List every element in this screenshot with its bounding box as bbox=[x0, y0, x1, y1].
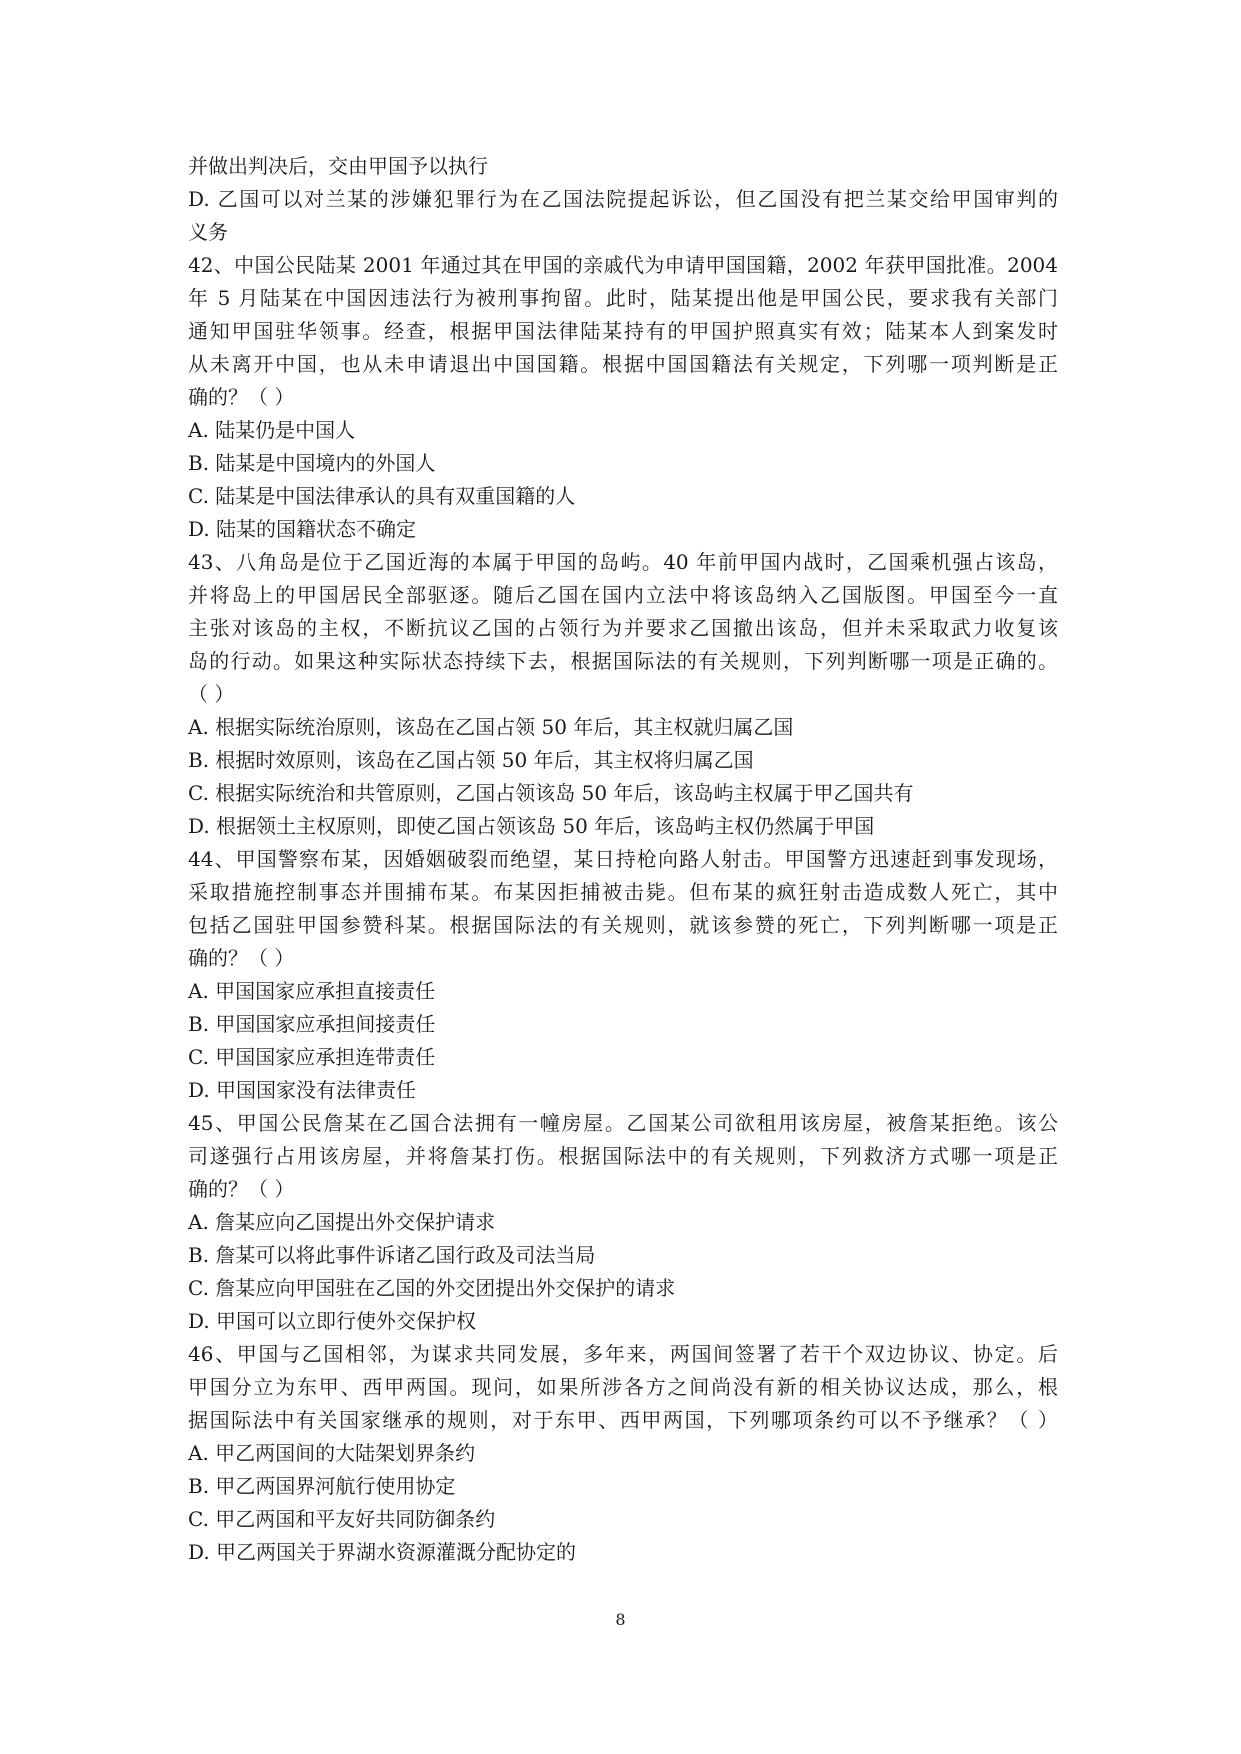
text-line: 义务 bbox=[188, 220, 228, 244]
option-line: B. 根据时效原则，该岛在乙国占领 50 年后，其主权将归属乙国 bbox=[188, 748, 754, 772]
text-line: 年 5 月陆某在中国因违法行为被刑事拘留。此时，陆某提出他是甲国公民，要求我有关部门 bbox=[188, 286, 1058, 310]
option-line: C. 甲乙两国和平友好共同防御条约 bbox=[188, 1507, 496, 1531]
option-line: A. 甲国国家应承担直接责任 bbox=[188, 979, 436, 1003]
text-line: 45、甲国公民詹某在乙国合法拥有一幢房屋。乙国某公司欲租用该房屋，被詹某拒绝。该公 bbox=[188, 1111, 1058, 1135]
option-line: C. 陆某是中国法律承认的具有双重国籍的人 bbox=[188, 484, 576, 508]
option-line: A. 詹某应向乙国提出外交保护请求 bbox=[188, 1210, 496, 1234]
option-line: C. 甲国国家应承担连带责任 bbox=[188, 1045, 436, 1069]
text-line: 42、中国公民陆某 2001 年通过其在甲国的亲戚代为申请甲国国籍，2002 年获甲国批准。2004 bbox=[188, 253, 1058, 277]
text-line: 岛的行动。如果这种实际状态持续下去，根据国际法的有关规则，下列判断哪一项是正确的。 bbox=[188, 649, 1058, 673]
text-line: 据国际法中有关国家继承的规则，对于东甲、西甲两国，下列哪项条约可以不予继承？（ ） bbox=[188, 1408, 1058, 1432]
page-content bbox=[188, 150, 1058, 1569]
option-line: B. 甲国国家应承担间接责任 bbox=[188, 1012, 436, 1036]
option-line: B. 詹某可以将此事件诉诸乙国行政及司法当局 bbox=[188, 1243, 596, 1267]
text-line: 从未离开中国，也从未申请退出中国国籍。根据中国国籍法有关规定，下列哪一项判断是正 bbox=[188, 352, 1058, 376]
text-line: 44、甲国警察布某，因婚姻破裂而绝望，某日持枪向路人射击。甲国警方迅速赶到事发现场， bbox=[188, 847, 1058, 871]
text-line: 司遂强行占用该房屋，并将詹某打伤。根据国际法中的有关规则，下列救济方式哪一项是正 bbox=[188, 1144, 1058, 1168]
text-line: 确的？（ ） bbox=[188, 385, 295, 409]
text-line: D. 乙国可以对兰某的涉嫌犯罪行为在乙国法院提起诉讼，但乙国没有把兰某交给甲国审判的 bbox=[188, 187, 1058, 211]
option-line: D. 甲国国家没有法律责任 bbox=[188, 1078, 417, 1102]
text-line: （ ） bbox=[188, 682, 235, 706]
option-line: B. 甲乙两国界河航行使用协定 bbox=[188, 1474, 456, 1498]
option-line: D. 陆某的国籍状态不确定 bbox=[188, 517, 417, 541]
text-line: 确的？（ ） bbox=[188, 1177, 295, 1201]
option-line: A. 根据实际统治原则，该岛在乙国占领 50 年后，其主权就归属乙国 bbox=[188, 715, 794, 739]
text-line: 确的？（ ） bbox=[188, 946, 295, 970]
option-line: D. 甲国可以立即行使外交保护权 bbox=[188, 1309, 477, 1333]
text-line: 并做出判决后，交由甲国予以执行 bbox=[188, 154, 488, 178]
text-line: 并将岛上的甲国居民全部驱逐。随后乙国在国内立法中将该岛纳入乙国版图。甲国至今一直 bbox=[188, 583, 1058, 607]
text-line: 包括乙国驻甲国参赞科某。根据国际法的有关规则，就该参赞的死亡，下列判断哪一项是正 bbox=[188, 913, 1058, 937]
option-line: C. 根据实际统治和共管原则，乙国占领该岛 50 年后，该岛屿主权属于甲乙国共有 bbox=[188, 781, 914, 805]
page-number: 8 bbox=[615, 1610, 626, 1629]
option-line: C. 詹某应向甲国驻在乙国的外交团提出外交保护的请求 bbox=[188, 1276, 676, 1300]
text-line: 46、甲国与乙国相邻，为谋求共同发展，多年来，两国间签署了若干个双边协议、协定。后 bbox=[188, 1342, 1058, 1366]
text-line: 通知甲国驻华领事。经查，根据甲国法律陆某持有的甲国护照真实有效；陆某本人到案发时 bbox=[188, 319, 1058, 343]
option-line: A. 甲乙两国间的大陆架划界条约 bbox=[188, 1441, 476, 1465]
option-line: B. 陆某是中国境内的外国人 bbox=[188, 451, 436, 475]
text-line: 43、八角岛是位于乙国近海的本属于甲国的岛屿。40 年前甲国内战时，乙国乘机强占该岛， bbox=[188, 550, 1058, 574]
text-line: 甲国分立为东甲、西甲两国。现问，如果所涉各方之间尚没有新的相关协议达成，那么，根 bbox=[188, 1375, 1058, 1399]
option-line: A. 陆某仍是中国人 bbox=[188, 418, 356, 442]
option-line: D. 甲乙两国关于界湖水资源灌溉分配协定的 bbox=[188, 1540, 577, 1564]
text-line: 采取措施控制事态并围捕布某。布某因拒捕被击毙。但布某的疯狂射击造成数人死亡，其中 bbox=[188, 880, 1058, 904]
text-line: 主张对该岛的主权，不断抗议乙国的占领行为并要求乙国撤出该岛，但并未采取武力收复该 bbox=[188, 616, 1058, 640]
option-line: D. 根据领土主权原则，即使乙国占领该岛 50 年后，该岛屿主权仍然属于甲国 bbox=[188, 814, 875, 838]
